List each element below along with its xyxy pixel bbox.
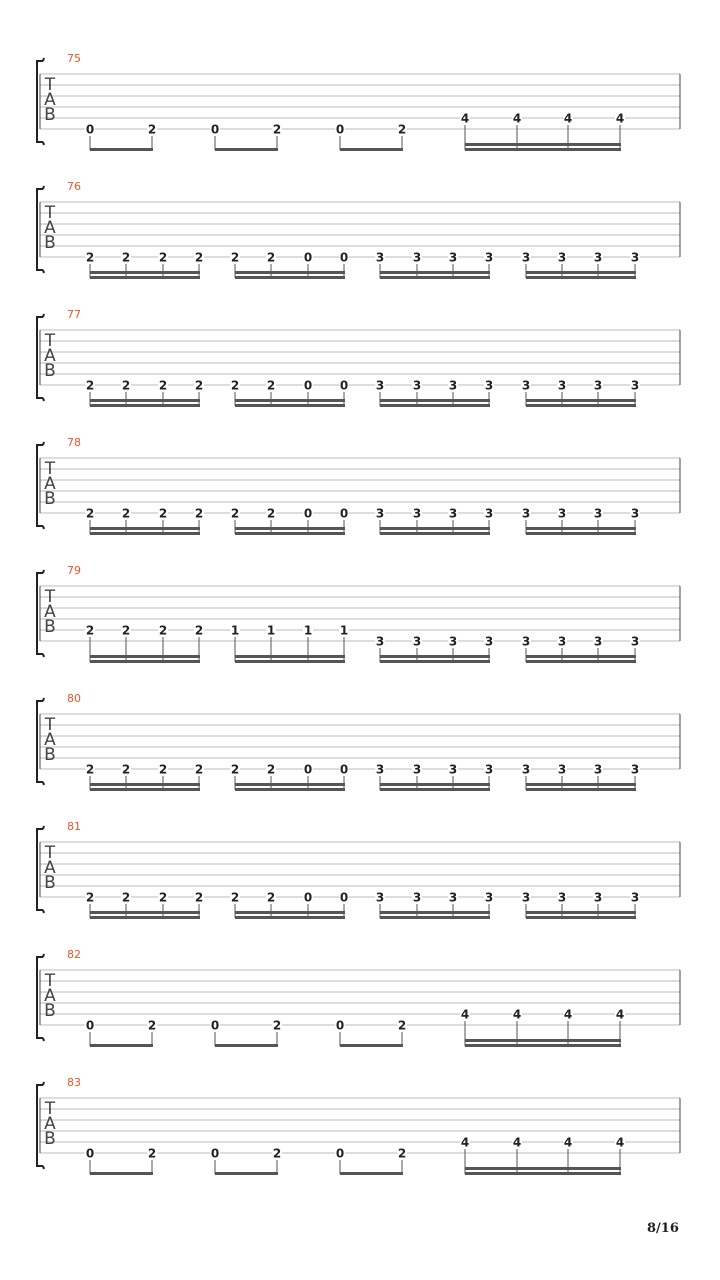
note-beam (380, 532, 490, 535)
fret-number: 1 (266, 623, 276, 638)
bracket-hook-top (43, 698, 44, 701)
fret-number: 2 (272, 1018, 282, 1033)
note-beam (235, 916, 345, 919)
note-beam (235, 271, 345, 274)
fret-number: 2 (230, 890, 240, 905)
measure-number: 83 (67, 1076, 81, 1089)
bracket-hook-top (43, 186, 44, 189)
fret-number: 3 (412, 250, 422, 265)
note-beam (235, 783, 345, 786)
tab-clef-letter: A (44, 346, 56, 366)
note-beam (235, 404, 345, 407)
fret-number: 2 (85, 250, 95, 265)
fret-number: 2 (121, 378, 131, 393)
fret-number: 2 (397, 122, 407, 137)
tab-clef-letter: B (44, 617, 56, 637)
note-beam (380, 276, 490, 279)
note-beam (526, 788, 636, 791)
note-beam (215, 1172, 278, 1175)
fret-number: 3 (484, 634, 494, 649)
measure-number: 76 (67, 180, 81, 193)
fret-number: 3 (521, 250, 531, 265)
note-beam (380, 783, 490, 786)
fret-number: 0 (303, 250, 313, 265)
fret-number: 3 (521, 506, 531, 521)
fret-number: 2 (85, 762, 95, 777)
fret-number: 4 (460, 1135, 470, 1150)
note-beam (526, 404, 636, 407)
tab-clef-letter: T (44, 971, 56, 991)
fret-number: 3 (375, 634, 385, 649)
fret-number: 3 (448, 250, 458, 265)
tab-clef-letter: A (44, 1114, 56, 1134)
fret-number: 3 (375, 506, 385, 521)
note-beam (465, 1044, 621, 1047)
measure-number: 82 (67, 948, 81, 961)
note-beam (340, 148, 403, 151)
note-beam (90, 1044, 153, 1047)
fret-number: 3 (412, 378, 422, 393)
bracket-hook-bottom (43, 526, 44, 529)
fret-number: 0 (303, 506, 313, 521)
fret-number: 3 (593, 634, 603, 649)
measure-number: 75 (67, 52, 81, 65)
fret-number: 3 (412, 506, 422, 521)
fret-number: 3 (448, 378, 458, 393)
fret-number: 2 (194, 250, 204, 265)
fret-number: 3 (593, 762, 603, 777)
note-beam (380, 788, 490, 791)
note-beam (465, 148, 621, 151)
fret-number: 0 (303, 762, 313, 777)
bracket-hook-bottom (43, 142, 44, 145)
tab-clef-letter: A (44, 602, 56, 622)
tab-clef-letter: B (44, 1001, 56, 1021)
fret-number: 0 (339, 506, 349, 521)
fret-number: 3 (412, 762, 422, 777)
fret-number: 3 (448, 762, 458, 777)
note-beam (90, 655, 200, 658)
fret-number: 3 (593, 378, 603, 393)
measure-number: 77 (67, 308, 81, 321)
bracket-hook-bottom (43, 1166, 44, 1169)
note-beam (90, 271, 200, 274)
fret-number: 2 (121, 506, 131, 521)
fret-number: 2 (266, 762, 276, 777)
tab-clef-letter: B (44, 1129, 56, 1149)
note-beam (526, 783, 636, 786)
fret-number: 2 (158, 890, 168, 905)
fret-number: 3 (630, 762, 640, 777)
bracket-hook-top (43, 58, 44, 61)
note-beam (526, 271, 636, 274)
fret-number: 3 (557, 250, 567, 265)
fret-number: 0 (335, 122, 345, 137)
fret-number: 2 (230, 762, 240, 777)
note-beam (235, 276, 345, 279)
tab-clef-letter: T (44, 203, 56, 223)
fret-number: 2 (121, 762, 131, 777)
bracket-hook-bottom (43, 270, 44, 273)
note-beam (526, 276, 636, 279)
fret-number: 0 (85, 1018, 95, 1033)
note-beam (526, 655, 636, 658)
fret-number: 3 (484, 250, 494, 265)
tab-clef-letter: B (44, 105, 56, 125)
note-beam (526, 532, 636, 535)
fret-number: 3 (448, 890, 458, 905)
fret-number: 2 (158, 250, 168, 265)
fret-number: 2 (266, 890, 276, 905)
fret-number: 3 (375, 762, 385, 777)
fret-number: 3 (557, 634, 567, 649)
fret-number: 2 (194, 378, 204, 393)
note-beam (90, 532, 200, 535)
note-beam (340, 1044, 403, 1047)
bracket-hook-top (43, 314, 44, 317)
fret-number: 2 (158, 506, 168, 521)
note-beam (215, 148, 278, 151)
fret-number: 4 (615, 1007, 625, 1022)
fret-number: 2 (266, 506, 276, 521)
fret-number: 2 (85, 506, 95, 521)
bracket-hook-bottom (43, 782, 44, 785)
fret-number: 3 (521, 890, 531, 905)
fret-number: 2 (272, 122, 282, 137)
fret-number: 0 (335, 1146, 345, 1161)
fret-number: 3 (630, 250, 640, 265)
fret-number: 2 (194, 890, 204, 905)
fret-number: 2 (85, 623, 95, 638)
note-beam (526, 527, 636, 530)
fret-number: 2 (121, 623, 131, 638)
fret-number: 3 (484, 762, 494, 777)
tab-clef-letter: B (44, 745, 56, 765)
fret-number: 2 (158, 623, 168, 638)
bracket-hook-bottom (43, 398, 44, 401)
fret-number: 4 (512, 111, 522, 126)
note-beam (235, 399, 345, 402)
fret-number: 3 (484, 890, 494, 905)
note-beam (380, 911, 490, 914)
note-beam (90, 399, 200, 402)
fret-number: 4 (615, 1135, 625, 1150)
bracket-hook-bottom (43, 910, 44, 913)
note-beam (235, 660, 345, 663)
note-beam (235, 532, 345, 535)
fret-number: 3 (448, 634, 458, 649)
fret-number: 0 (339, 890, 349, 905)
fret-number: 2 (397, 1018, 407, 1033)
fret-number: 2 (121, 250, 131, 265)
fret-number: 0 (303, 378, 313, 393)
note-beam (465, 143, 621, 146)
fret-number: 4 (615, 111, 625, 126)
bracket-hook-top (43, 570, 44, 573)
fret-number: 0 (210, 1018, 220, 1033)
fret-number: 4 (563, 111, 573, 126)
tab-clef-letter: B (44, 489, 56, 509)
fret-number: 0 (339, 250, 349, 265)
fret-number: 4 (460, 111, 470, 126)
fret-number: 4 (563, 1007, 573, 1022)
note-beam (235, 527, 345, 530)
note-beam (380, 271, 490, 274)
tab-clef-letter: A (44, 474, 56, 494)
tab-clef-letter: A (44, 986, 56, 1006)
fret-number: 1 (230, 623, 240, 638)
note-beam (340, 1172, 403, 1175)
note-beam (526, 916, 636, 919)
fret-number: 2 (147, 1018, 157, 1033)
note-beam (90, 276, 200, 279)
fret-number: 3 (557, 762, 567, 777)
note-beam (235, 911, 345, 914)
fret-number: 4 (563, 1135, 573, 1150)
fret-number: 0 (335, 1018, 345, 1033)
tab-clef-letter: A (44, 730, 56, 750)
note-beam (380, 404, 490, 407)
tab-clef-letter: T (44, 715, 56, 735)
fret-number: 3 (521, 762, 531, 777)
fret-number: 2 (230, 506, 240, 521)
fret-number: 0 (85, 1146, 95, 1161)
measure-number: 81 (67, 820, 81, 833)
note-beam (215, 1044, 278, 1047)
fret-number: 2 (272, 1146, 282, 1161)
note-beam (380, 660, 490, 663)
fret-number: 3 (412, 890, 422, 905)
note-beam (90, 404, 200, 407)
fret-number: 0 (303, 890, 313, 905)
fret-number: 3 (484, 506, 494, 521)
fret-number: 2 (194, 762, 204, 777)
fret-number: 2 (266, 378, 276, 393)
fret-number: 1 (303, 623, 313, 638)
bracket-hook-bottom (43, 654, 44, 657)
fret-number: 2 (194, 506, 204, 521)
note-beam (235, 655, 345, 658)
fret-number: 2 (397, 1146, 407, 1161)
fret-number: 0 (85, 122, 95, 137)
fret-number: 2 (158, 762, 168, 777)
measure-number: 79 (67, 564, 81, 577)
page-number: 8/16 (647, 1221, 679, 1236)
tab-clef-letter: T (44, 587, 56, 607)
fret-number: 2 (230, 250, 240, 265)
tab-clef-letter: A (44, 90, 56, 110)
fret-number: 3 (375, 378, 385, 393)
bracket-hook-top (43, 954, 44, 957)
fret-number: 3 (557, 506, 567, 521)
note-beam (526, 660, 636, 663)
fret-number: 2 (266, 250, 276, 265)
note-beam (380, 399, 490, 402)
tab-clef-letter: T (44, 1099, 56, 1119)
tab-clef-letter: T (44, 459, 56, 479)
fret-number: 2 (85, 378, 95, 393)
note-beam (90, 788, 200, 791)
note-beam (90, 911, 200, 914)
fret-number: 1 (339, 623, 349, 638)
fret-number: 0 (339, 378, 349, 393)
fret-number: 3 (630, 634, 640, 649)
fret-number: 3 (593, 890, 603, 905)
fret-number: 0 (339, 762, 349, 777)
fret-number: 3 (448, 506, 458, 521)
fret-number: 2 (121, 890, 131, 905)
fret-number: 3 (630, 890, 640, 905)
fret-number: 3 (521, 378, 531, 393)
note-beam (90, 783, 200, 786)
fret-number: 3 (630, 378, 640, 393)
tab-clef-letter: A (44, 218, 56, 238)
fret-number: 3 (375, 890, 385, 905)
fret-number: 3 (593, 506, 603, 521)
note-beam (465, 1039, 621, 1042)
fret-number: 2 (85, 890, 95, 905)
fret-number: 3 (557, 890, 567, 905)
note-beam (526, 399, 636, 402)
fret-number: 3 (630, 506, 640, 521)
fret-number: 4 (512, 1135, 522, 1150)
tab-clef-letter: B (44, 361, 56, 381)
note-beam (465, 1167, 621, 1170)
bracket-hook-top (43, 826, 44, 829)
note-beam (235, 788, 345, 791)
tab-clef-letter: B (44, 233, 56, 253)
fret-number: 3 (593, 250, 603, 265)
bracket-hook-top (43, 442, 44, 445)
tab-clef-letter: A (44, 858, 56, 878)
bracket-hook-bottom (43, 1038, 44, 1041)
fret-number: 0 (210, 122, 220, 137)
note-beam (90, 660, 200, 663)
fret-number: 4 (460, 1007, 470, 1022)
fret-number: 0 (210, 1146, 220, 1161)
fret-number: 2 (147, 1146, 157, 1161)
note-beam (90, 916, 200, 919)
note-beam (380, 527, 490, 530)
fret-number: 3 (521, 634, 531, 649)
measure-number: 78 (67, 436, 81, 449)
tab-clef-letter: T (44, 843, 56, 863)
bracket-hook-top (43, 1082, 44, 1085)
note-beam (526, 911, 636, 914)
note-beam (90, 148, 153, 151)
fret-number: 2 (147, 122, 157, 137)
fret-number: 3 (484, 378, 494, 393)
note-beam (380, 655, 490, 658)
tab-clef-letter: T (44, 75, 56, 95)
note-beam (90, 1172, 153, 1175)
note-beam (465, 1172, 621, 1175)
fret-number: 2 (158, 378, 168, 393)
tab-clef-letter: B (44, 873, 56, 893)
fret-number: 4 (512, 1007, 522, 1022)
fret-number: 3 (557, 378, 567, 393)
note-beam (380, 916, 490, 919)
tab-clef-letter: T (44, 331, 56, 351)
fret-number: 3 (412, 634, 422, 649)
fret-number: 3 (375, 250, 385, 265)
fret-number: 2 (230, 378, 240, 393)
fret-number: 2 (194, 623, 204, 638)
measure-number: 80 (67, 692, 81, 705)
note-beam (90, 527, 200, 530)
